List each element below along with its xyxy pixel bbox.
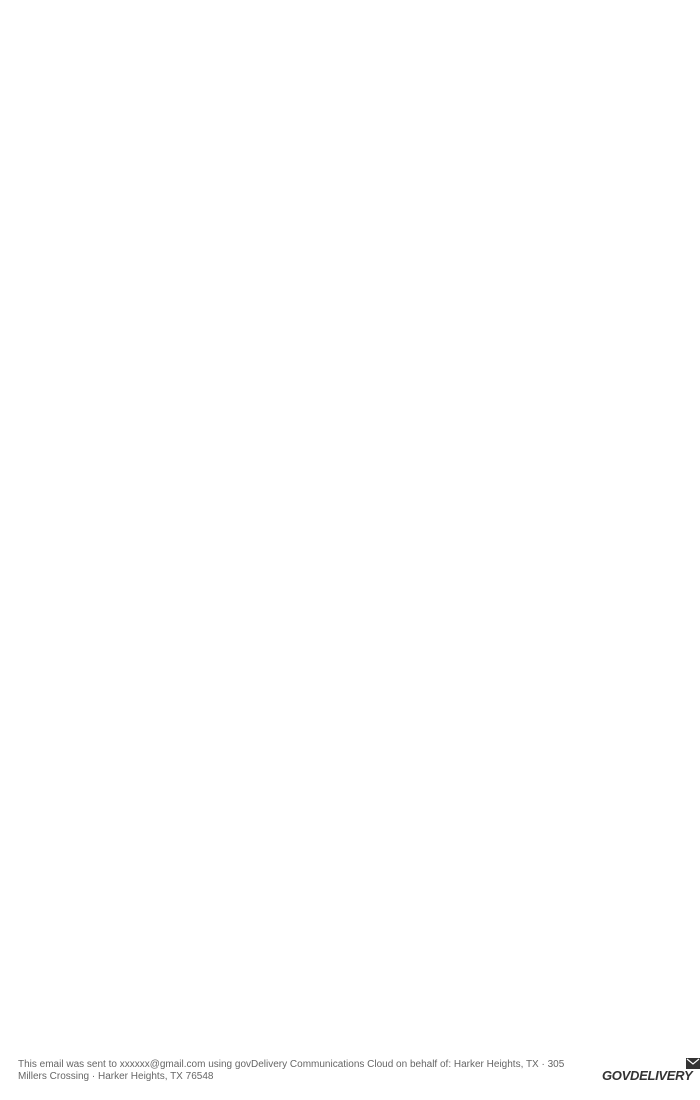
logo-wordmark: GOVDELIVERY	[602, 1068, 693, 1083]
envelope-icon	[686, 1058, 700, 1069]
govdelivery-logo	[602, 1058, 700, 1086]
legal-footer	[18, 1059, 578, 1083]
legal-line-2: Millers Crossing · Harker Heights, TX 76548	[18, 1071, 214, 1082]
legal-line-1: This email was sent to xxxxxx@gmail.com using govDelivery Communications Cloud on behalf of: Harker Heights, TX · 305	[18, 1059, 565, 1070]
